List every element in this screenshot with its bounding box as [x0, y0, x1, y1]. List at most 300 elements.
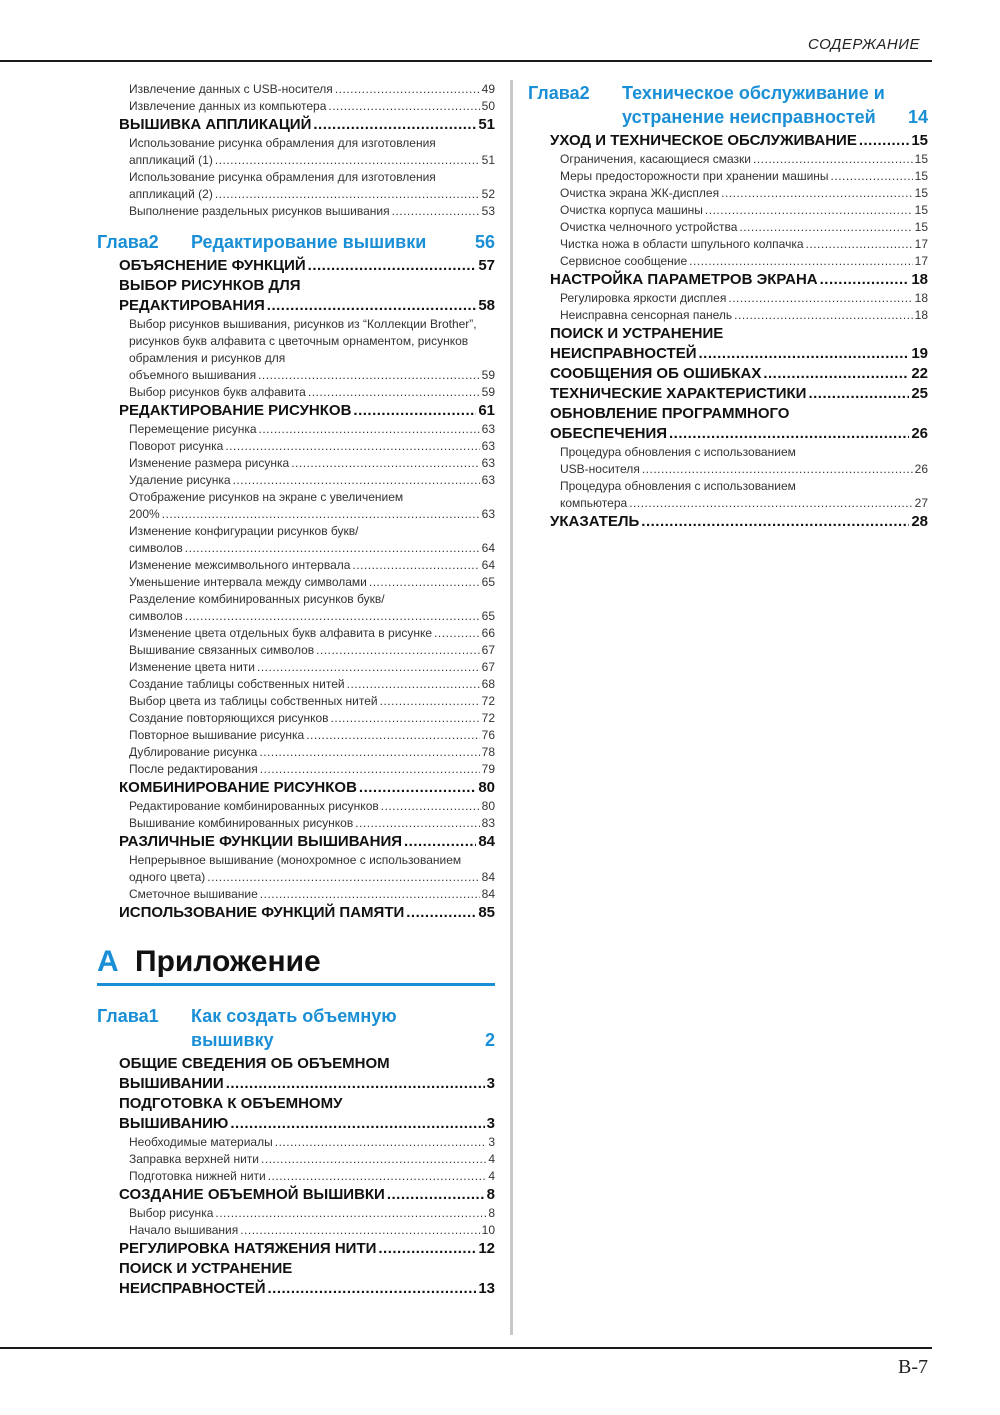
- toc-entry-row: [119, 1185, 495, 1205]
- toc-subsection-entry[interactable]: [129, 625, 495, 642]
- toc-subsection-entry[interactable]: [129, 455, 495, 472]
- toc-subsection-entry[interactable]: [129, 815, 495, 832]
- appendix-letter: A: [97, 945, 119, 978]
- toc-entry-row: [119, 115, 495, 135]
- toc-subsection-entry[interactable]: [129, 557, 495, 574]
- toc-subsection-entry[interactable]: [560, 478, 928, 512]
- toc-page-number: 63: [481, 507, 495, 521]
- toc-page-number: 59: [481, 368, 495, 382]
- toc-page-number: 8: [486, 1186, 495, 1203]
- toc-entry-text: НЕИСПРАВНОСТЕЙ: [550, 345, 697, 362]
- toc-section-entry[interactable]: [550, 324, 928, 364]
- toc-entry-row: [129, 798, 495, 815]
- dot-leader: [291, 455, 479, 472]
- toc-page-number: 67: [481, 660, 495, 674]
- toc-entry-row: [129, 710, 495, 727]
- toc-page-number: 15: [914, 220, 928, 234]
- toc-page-number: 63: [481, 473, 495, 487]
- toc-entry-text: Чистка ножа в области шпульного колпачка: [560, 237, 804, 251]
- dot-leader: [313, 115, 476, 135]
- toc-entry-row: [560, 219, 928, 236]
- dot-leader: [352, 557, 479, 574]
- toc-subsection-entry[interactable]: [129, 135, 495, 169]
- toc-entry-row: [560, 307, 928, 324]
- appendix-heading: [97, 945, 495, 986]
- toc-subsection-entry[interactable]: [129, 384, 495, 401]
- toc-subsection-entry[interactable]: [129, 203, 495, 220]
- toc-entry-row: [560, 168, 928, 185]
- toc-entry-text: Неисправна сенсорная панель: [560, 308, 733, 322]
- toc-entry-text-leading: Процедура обновления с использованием: [560, 479, 796, 493]
- toc-entry-text: символов: [129, 609, 183, 623]
- toc-page-number: 3: [486, 1115, 495, 1132]
- toc-entry-row: [550, 270, 928, 290]
- dot-leader: [268, 1168, 487, 1185]
- dot-leader: [369, 574, 480, 591]
- toc-entry-row: [129, 1222, 495, 1239]
- dot-leader: [308, 256, 477, 276]
- toc-section-entry[interactable]: [550, 384, 928, 404]
- dot-leader: [381, 798, 480, 815]
- toc-entry-row: [129, 815, 495, 832]
- toc-entry-text: Меры предосторожности при хранении машины: [560, 169, 829, 183]
- toc-entry-text: Извлечение данных из компьютера: [129, 99, 327, 113]
- toc-subsection-entry[interactable]: [560, 290, 928, 307]
- toc-entry-text-leading: ОБЩИЕ СВЕДЕНИЯ ОБ ОБЪЕМНОМ: [119, 1055, 390, 1072]
- dot-leader: [380, 693, 480, 710]
- toc-entry-row: [129, 727, 495, 744]
- left-column: [97, 81, 495, 1299]
- toc-page-number: 63: [481, 439, 495, 453]
- toc-page-number: 8: [488, 1206, 495, 1220]
- appendix-chapter-heading[interactable]: [97, 1004, 495, 1052]
- dot-leader: [347, 676, 480, 693]
- toc-subsection-entry[interactable]: [129, 489, 495, 523]
- toc-subsection-entry[interactable]: [560, 202, 928, 219]
- dot-leader: [261, 1151, 486, 1168]
- toc-subsection-entry[interactable]: [129, 591, 495, 625]
- toc-entry-text-leading: Изменение конфигурации рисунков букв/: [129, 524, 359, 538]
- toc-subsection-entry[interactable]: [560, 168, 928, 185]
- toc-entry-text: Сметочное вышивание: [129, 887, 258, 901]
- toc-entry-text: Изменение размера рисунка: [129, 456, 290, 470]
- toc-page-number: 22: [911, 365, 928, 382]
- dot-leader: [215, 152, 480, 169]
- running-header: СОДЕРЖАНИЕ: [807, 36, 920, 53]
- dot-leader: [226, 1074, 485, 1094]
- toc-subsection-entry[interactable]: [129, 1205, 495, 1222]
- toc-subsection-entry[interactable]: [129, 744, 495, 761]
- toc-page-number: 72: [481, 711, 495, 725]
- toc-entry-text-leading: ВЫБОР РИСУНКОВ ДЛЯ: [119, 277, 301, 294]
- toc-entry-text-leading: Использование рисунка обрамления для изготовления: [129, 136, 436, 150]
- dot-leader: [185, 540, 480, 557]
- toc-section-entry[interactable]: [550, 512, 928, 532]
- toc-page-number: 67: [481, 643, 495, 657]
- toc-entry-row: [129, 472, 495, 489]
- toc-page-number: 63: [481, 422, 495, 436]
- toc-subsection-entry[interactable]: [129, 798, 495, 815]
- toc-entry-row: [560, 151, 928, 168]
- toc-subsection-entry[interactable]: [129, 693, 495, 710]
- toc-page-number: 51: [481, 153, 495, 167]
- toc-subsection-entry[interactable]: [129, 472, 495, 489]
- toc-entry-text: СООБЩЕНИЯ ОБ ОШИБКАХ: [550, 365, 762, 382]
- toc-page-number: 64: [481, 541, 495, 555]
- dot-leader: [162, 506, 480, 523]
- dot-leader: [721, 185, 913, 202]
- toc-page-number: 15: [914, 186, 928, 200]
- toc-entry-row: [129, 152, 495, 169]
- toc-section-entry[interactable]: [550, 364, 928, 384]
- toc-entry-row: [129, 203, 495, 220]
- toc-subsection-entry[interactable]: [560, 307, 928, 324]
- toc-entry-text-leading: ПОИСК И УСТРАНЕНИЕ: [119, 1260, 293, 1277]
- chapter-label: Глава2: [97, 232, 159, 252]
- toc-entry-row: [560, 236, 928, 253]
- dot-leader: [268, 1279, 477, 1299]
- toc-page-number: 18: [911, 271, 928, 288]
- toc-subsection-entry[interactable]: [129, 852, 495, 886]
- dot-leader: [260, 886, 480, 903]
- toc-page-number: 3: [486, 1075, 495, 1092]
- toc-entry-row: [560, 290, 928, 307]
- toc-entry-text: Необходимые материалы: [129, 1135, 273, 1149]
- toc-entry-text: НЕИСПРАВНОСТЕЙ: [119, 1280, 266, 1297]
- chapter-title-line2: устранение неисправностей: [622, 107, 876, 127]
- toc-section-entry[interactable]: [119, 401, 495, 421]
- chapter-page: 2: [484, 1030, 495, 1050]
- toc-entry-text-leading: Разделение комбинированных рисунков букв/: [129, 592, 385, 606]
- toc-subsection-entry[interactable]: [560, 185, 928, 202]
- toc-list-top: [97, 81, 495, 220]
- dot-leader: [699, 344, 910, 364]
- chapter-page: 56: [474, 232, 495, 252]
- toc-entry-row: [129, 540, 495, 557]
- toc-page-number: 13: [478, 1280, 495, 1297]
- toc-page-number: 18: [914, 308, 928, 322]
- toc-page-number: 4: [488, 1152, 495, 1166]
- toc-subsection-entry[interactable]: [129, 761, 495, 778]
- toc-page-number: 26: [911, 425, 928, 442]
- toc-entry-row: [119, 903, 495, 923]
- dot-leader: [734, 307, 912, 324]
- toc-entry-row: [560, 253, 928, 270]
- toc-subsection-entry[interactable]: [129, 676, 495, 693]
- dot-leader: [763, 364, 909, 384]
- toc-entry-row: [129, 557, 495, 574]
- chapter-label: Глава2: [528, 83, 590, 103]
- toc-section-entry[interactable]: [119, 1185, 495, 1205]
- toc-entry-text: УХОД И ТЕХНИЧЕСКОЕ ОБСЛУЖИВАНИЕ: [550, 132, 857, 149]
- toc-subsection-entry[interactable]: [129, 1134, 495, 1151]
- toc-subsection-entry[interactable]: [129, 421, 495, 438]
- toc-entry-row: [550, 512, 928, 532]
- toc-section-entry[interactable]: [119, 832, 495, 852]
- toc-entry-row: [129, 186, 495, 203]
- toc-entry-text: Очистка корпуса машины: [560, 203, 703, 217]
- toc-entry-text: символов: [129, 541, 183, 555]
- dot-leader: [629, 495, 912, 512]
- dot-leader: [669, 424, 909, 444]
- toc-section-entry[interactable]: [119, 1054, 495, 1094]
- column-divider: [510, 80, 513, 1335]
- dot-leader: [641, 512, 909, 532]
- bottom-rule: [0, 1347, 932, 1349]
- toc-entry-row: [119, 1239, 495, 1259]
- chapter-title: Редактирование вышивки: [191, 232, 427, 252]
- toc-page-number: 26: [914, 462, 928, 476]
- toc-entry-text: Выбор цвета из таблицы собственных нитей: [129, 694, 378, 708]
- toc-page-number: 53: [481, 204, 495, 218]
- toc-entry-text: Ограничения, касающиеся смазки: [560, 152, 751, 166]
- chapter-heading[interactable]: [97, 230, 495, 254]
- toc-subsection-entry[interactable]: [129, 642, 495, 659]
- toc-entry-row: [129, 455, 495, 472]
- toc-entry-text: компьютера: [560, 496, 628, 510]
- toc-entry-row: [129, 574, 495, 591]
- toc-entry-row: [119, 778, 495, 798]
- toc-entry-text: одного цвета): [129, 870, 206, 884]
- dot-leader: [306, 727, 479, 744]
- toc-section-entry[interactable]: [119, 276, 495, 316]
- toc-page-number: 17: [914, 254, 928, 268]
- toc-page-number: 59: [481, 385, 495, 399]
- toc-entry-row: [119, 1114, 495, 1134]
- chapter-title-line2-row: [191, 1028, 495, 1052]
- toc-entry-row: [550, 384, 928, 404]
- toc-entry-text-leading: Выбор рисунков вышивания, рисунков из “Коллекции Brother”, рисунков букв алфавита с цветочным орнаментом, рисунков обрамления и рисунков для: [129, 317, 477, 365]
- chapter-label: Глава1: [97, 1006, 159, 1026]
- toc-entry-row: [119, 401, 495, 421]
- chapter-title-line2-row: [622, 105, 928, 129]
- toc-entry-row: [129, 676, 495, 693]
- toc-entry-text: РАЗЛИЧНЫЕ ФУНКЦИИ ВЫШИВАНИЯ: [119, 833, 403, 850]
- dot-leader: [316, 642, 480, 659]
- toc-subsection-entry[interactable]: [560, 253, 928, 270]
- toc-subsection-entry[interactable]: [129, 81, 495, 98]
- dot-leader: [267, 296, 477, 316]
- dot-leader: [392, 203, 480, 220]
- toc-entry-row: [129, 642, 495, 659]
- toc-entry-text: Создание повторяющихся рисунков: [129, 711, 329, 725]
- toc-entry-text-leading: ПОДГОТОВКА К ОБЪЕМНОМУ: [119, 1095, 343, 1112]
- chapter-title-block: [622, 81, 928, 129]
- toc-subsection-entry[interactable]: [129, 316, 495, 384]
- toc-page-number: 64: [481, 558, 495, 572]
- toc-entry-text: 200%: [129, 507, 160, 521]
- toc-entry-text-leading: ОБНОВЛЕНИЕ ПРОГРАММНОГО: [550, 405, 790, 422]
- toc-entry-text: Изменение межсимвольного интервала: [129, 558, 351, 572]
- toc-subsection-entry[interactable]: [560, 236, 928, 253]
- toc-page-number: 18: [914, 291, 928, 305]
- toc-section-entry[interactable]: [119, 1259, 495, 1299]
- toc-entry-row: [129, 384, 495, 401]
- dot-leader: [820, 270, 910, 290]
- toc-page-number: 51: [478, 116, 495, 133]
- toc-entry-text: ИСПОЛЬЗОВАНИЕ ФУНКЦИЙ ПАМЯТИ: [119, 904, 405, 921]
- toc-entry-row: [129, 625, 495, 642]
- toc-entry-text: Извлечение данных с USB-носителя: [129, 82, 333, 96]
- chapter-title-line1: Как создать объемную: [191, 1006, 397, 1026]
- dot-leader: [378, 1239, 476, 1259]
- dot-leader: [831, 168, 913, 185]
- toc-entry-row: [550, 364, 928, 384]
- toc-entry-row: [129, 1168, 495, 1185]
- toc-page-number: 52: [481, 187, 495, 201]
- toc-entry-row: [129, 693, 495, 710]
- toc-page-number: 15: [914, 203, 928, 217]
- toc-page-number: 84: [481, 870, 495, 884]
- toc-entry-text: Редактирование комбинированных рисунков: [129, 799, 379, 813]
- dot-leader: [406, 903, 476, 923]
- toc-subsection-entry[interactable]: [129, 169, 495, 203]
- toc-entry-row: [560, 495, 928, 512]
- toc-entry-text: ТЕХНИЧЕСКИЕ ХАРАКТЕРИСТИКИ: [550, 385, 807, 402]
- chapter-page: 14: [907, 107, 928, 127]
- toc-subsection-entry[interactable]: [560, 219, 928, 236]
- dot-leader: [328, 98, 479, 115]
- toc-page-number: 25: [911, 385, 928, 402]
- toc-entry-text: КОМБИНИРОВАНИЕ РИСУНКОВ: [119, 779, 357, 796]
- chapter-title-block: [191, 1004, 495, 1052]
- toc-entry-text: Заправка верхней нити: [129, 1152, 259, 1166]
- toc-entry-text-leading: ПОИСК И УСТРАНЕНИЕ: [550, 325, 724, 342]
- toc-subsection-entry[interactable]: [129, 98, 495, 115]
- toc-page-number: 80: [481, 799, 495, 813]
- toc-entry-text: НАСТРОЙКА ПАРАМЕТРОВ ЭКРАНА: [550, 271, 818, 288]
- toc-section-entry[interactable]: [119, 115, 495, 135]
- right-column: [528, 81, 928, 532]
- toc-subsection-entry[interactable]: [129, 1151, 495, 1168]
- toc-entry-row: [550, 131, 928, 151]
- toc-page-number: 85: [478, 904, 495, 921]
- toc-entry-text: аппликаций (2): [129, 187, 213, 201]
- toc-subsection-entry[interactable]: [129, 727, 495, 744]
- dot-leader: [258, 367, 480, 384]
- toc-section-entry[interactable]: [119, 778, 495, 798]
- toc-entry-text: Сервисное сообщение: [560, 254, 688, 268]
- toc-entry-row: [129, 81, 495, 98]
- toc-entry-row: [119, 1279, 495, 1299]
- chapter-title-line1: Техническое обслуживание и: [622, 83, 885, 103]
- toc-page-number: 63: [481, 456, 495, 470]
- toc-subsection-entry[interactable]: [560, 444, 928, 478]
- toc-page-number: 61: [478, 402, 495, 419]
- toc-entry-text-leading: Процедура обновления с использованием: [560, 445, 796, 459]
- toc-subsection-entry[interactable]: [129, 574, 495, 591]
- toc-entry-row: [560, 461, 928, 478]
- toc-entry-text: ВЫШИВКА АППЛИКАЦИЙ: [119, 116, 312, 133]
- toc-subsection-entry[interactable]: [129, 659, 495, 676]
- dot-leader: [233, 472, 480, 489]
- toc-subsection-entry[interactable]: [129, 710, 495, 727]
- toc-entry-text: Удаление рисунка: [129, 473, 231, 487]
- toc-section-entry[interactable]: [119, 903, 495, 923]
- toc-subsection-entry[interactable]: [129, 886, 495, 903]
- toc-page-number: 80: [478, 779, 495, 796]
- toc-entry-row: [119, 256, 495, 276]
- dot-leader: [259, 744, 479, 761]
- toc-entry-text: аппликаций (1): [129, 153, 213, 167]
- toc-subsection-entry[interactable]: [560, 151, 928, 168]
- toc-page-number: 4: [488, 1169, 495, 1183]
- toc-entry-row: [129, 1205, 495, 1222]
- toc-page-number: 68: [481, 677, 495, 691]
- appendix-title: Приложение: [135, 945, 321, 978]
- toc-entry-row: [129, 761, 495, 778]
- toc-section-entry[interactable]: [550, 404, 928, 444]
- dot-leader: [739, 219, 912, 236]
- toc-page-number: 65: [481, 609, 495, 623]
- toc-entry-text: Регулировка яркости дисплея: [560, 291, 727, 305]
- toc-subsection-entry[interactable]: [129, 1222, 495, 1239]
- toc-page-number: 78: [481, 745, 495, 759]
- dot-leader: [353, 401, 476, 421]
- toc-entry-row: [560, 185, 928, 202]
- toc-entry-row: [129, 438, 495, 455]
- toc-entry-row: [129, 1134, 495, 1151]
- toc-entry-row: [560, 202, 928, 219]
- toc-section-entry[interactable]: [119, 256, 495, 276]
- toc-page-number: 28: [911, 513, 928, 530]
- chapter-title-line2: вышивку: [191, 1030, 274, 1050]
- dot-leader: [259, 421, 480, 438]
- dot-leader: [230, 1114, 484, 1134]
- toc-page-number: 72: [481, 694, 495, 708]
- toc-entry-text: СОЗДАНИЕ ОБЪЕМНОЙ ВЫШИВКИ: [119, 1186, 385, 1203]
- toc-list-maintenance: [528, 131, 928, 532]
- toc-entry-row: [129, 659, 495, 676]
- toc-entry-text: РЕГУЛИРОВКА НАТЯЖЕНИЯ НИТИ: [119, 1240, 377, 1257]
- toc-page-number: 17: [914, 237, 928, 251]
- toc-page-number: 15: [914, 169, 928, 183]
- dot-leader: [335, 81, 480, 98]
- dot-leader: [257, 659, 480, 676]
- dot-leader: [207, 869, 479, 886]
- toc-entry-row: [129, 608, 495, 625]
- toc-subsection-entry[interactable]: [129, 438, 495, 455]
- toc-page-number: 65: [481, 575, 495, 589]
- toc-section-entry[interactable]: [119, 1239, 495, 1259]
- toc-section-entry[interactable]: [550, 131, 928, 151]
- toc-entry-text: Выбор рисунка: [129, 1206, 214, 1220]
- toc-section-entry[interactable]: [119, 1094, 495, 1134]
- toc-page-number: 83: [481, 816, 495, 830]
- toc-entry-text: Перемещение рисунка: [129, 422, 257, 436]
- page-number: B-7: [898, 1356, 928, 1378]
- toc-page-number: 15: [911, 132, 928, 149]
- toc-section-entry[interactable]: [550, 270, 928, 290]
- toc-subsection-entry[interactable]: [129, 523, 495, 557]
- toc-entry-text-leading: Непрерывное вышивание (монохромное с использованием: [129, 853, 462, 867]
- toc-entry-text: Очистка экрана ЖК-дисплея: [560, 186, 720, 200]
- toc-entry-text-leading: Отображение рисунков на экране с увеличением: [129, 490, 404, 504]
- toc-entry-row: [129, 98, 495, 115]
- toc-entry-text: Выполнение раздельных рисунков вышивания: [129, 204, 390, 218]
- toc-page-number: 27: [914, 496, 928, 510]
- toc-entry-text: ВЫШИВАНИИ: [119, 1075, 224, 1092]
- toc-entry-text: Дублирование рисунка: [129, 745, 258, 759]
- toc-page-number: 50: [481, 99, 495, 113]
- dot-leader: [355, 815, 479, 832]
- dot-leader: [359, 778, 476, 798]
- toc-page-number: 66: [481, 626, 495, 640]
- toc-subsection-entry[interactable]: [129, 1168, 495, 1185]
- dot-leader: [275, 1134, 487, 1151]
- chapter-heading[interactable]: [528, 81, 928, 129]
- toc-page-number: 84: [478, 833, 495, 850]
